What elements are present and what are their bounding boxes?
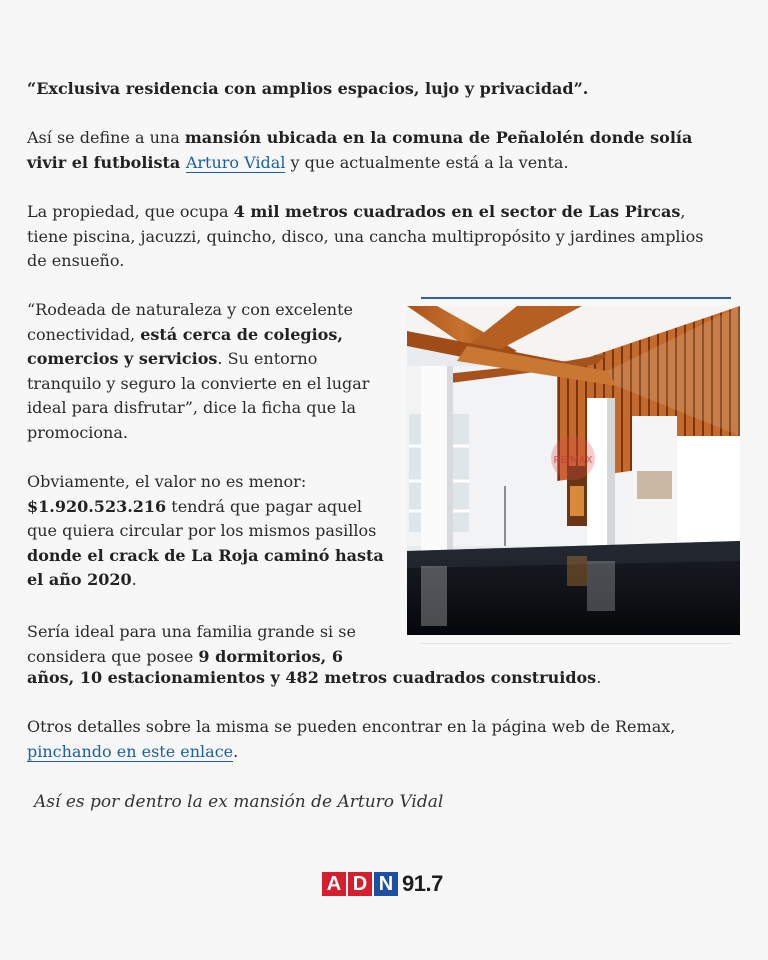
intro-paragraph	[27, 126, 727, 175]
mansion-interior-photo[interactable]	[407, 306, 740, 635]
figure-bottom-rule	[421, 643, 731, 644]
rooms-paragraph	[27, 620, 357, 669]
text: Otros detalles sobre la misma se pueden encontrar en la página web de Remax,	[27, 717, 676, 736]
property-paragraph	[27, 200, 727, 274]
quote-paragraph	[27, 77, 727, 102]
text: .	[596, 668, 602, 687]
figure-top-rule	[421, 297, 731, 299]
remax-watermark: RE/MAX	[553, 455, 593, 466]
text: Obviamente, el valor no es menor:	[27, 472, 307, 491]
text: La propiedad, que ocupa	[27, 202, 234, 221]
quote-text: “Exclusiva residencia con amplios espacios, lujo y privacidad”.	[27, 79, 589, 98]
bold-text: mansión ubicada en la comuna de Peñalolén donde solía vivir el futbolista	[27, 128, 693, 172]
price-paragraph	[27, 470, 387, 593]
adn-logo	[322, 871, 443, 897]
rooms-paragraph-cont	[27, 666, 727, 691]
gallery-caption: Así es por dentro la ex mansión de Arturo Vidal	[34, 792, 444, 812]
text: .	[131, 570, 137, 589]
text: “Rodeada de naturaleza y con excelente conectividad,	[27, 300, 353, 344]
text: Así se define a una	[27, 128, 185, 147]
text: tendrá que pagar aquel que quiera circular por los mismos pasillos	[27, 496, 377, 540]
details-paragraph	[27, 715, 727, 764]
interior-illustration	[407, 306, 740, 635]
text: . Su entorno tranquilo y seguro la convierte en el lugar ideal para disfrutar”, dice la ficha que la promociona.	[27, 349, 370, 442]
text: , tiene piscina, jacuzzi, quincho, disco, una cancha multipropósito y jardines amplios de ensueño.	[27, 202, 704, 270]
bold-text: años, 10 estacionamientos y 482 metros cuadrados construidos	[27, 668, 597, 687]
bold-text: 9 dormitorios, 6	[198, 646, 343, 666]
logo-letter-d: D	[348, 872, 372, 896]
text: Sería ideal para una familia grande si se considera que posee	[27, 622, 356, 666]
logo-frequency: 91.7	[402, 871, 443, 896]
text: y que actualmente está a la venta.	[285, 152, 569, 172]
text: .	[233, 741, 239, 761]
bold-text: donde el crack de La Roja caminó hasta el año 2020	[27, 545, 384, 589]
logo-letter-a: A	[322, 872, 346, 896]
logo-letter-n: N	[374, 872, 398, 896]
location-paragraph	[27, 298, 387, 445]
arturo-vidal-link[interactable]: Arturo Vidal	[185, 152, 286, 172]
bold-text: 4 mil metros cuadrados en el sector de Las Pircas	[233, 202, 681, 221]
bold-text: está cerca de colegios, comercios y servicios	[27, 324, 343, 368]
remax-link[interactable]: pinchando en este enlace	[27, 741, 234, 761]
price-value: $1.920.523.216	[27, 496, 167, 516]
